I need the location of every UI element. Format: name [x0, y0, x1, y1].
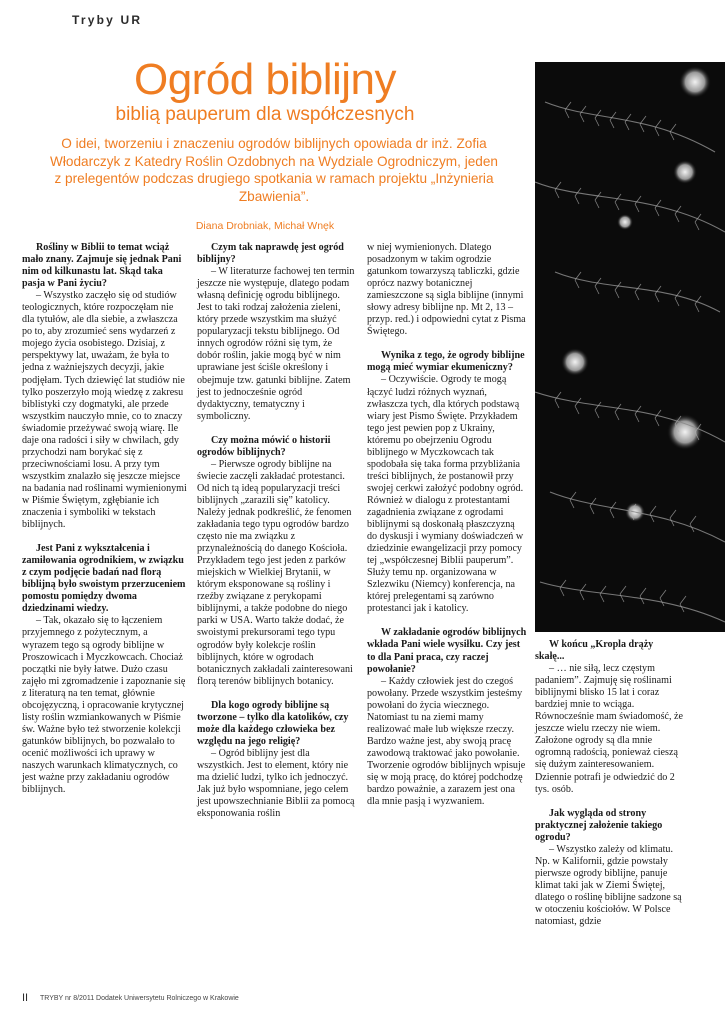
- interview-answer: – Wszystko zaczęło się od studiów teologicznych, które rozpoczęłam nie dla tytułów, ale dla siebie, a zwłaszcza po to, aby zrozumieć sens wydarzeń z mojego życia osobistego. Dzisiaj, z perspektywy lat, uważam, że była to jedna z ważniejszych decyzji, jakie podjęłam. Tych dziewięć lat studiów nie tylko poszerzyło moją wiedzę z zakresu biblistyki czy dogmatyki, ale przede wszystkim nauczyło mnie, co to znaczy świadomie przeżywać swoją wiarę. Ile daje ona radości i siły w chwilach, gdy przychodzi nam borykać się z przeciwnościami losu. A przy tym wszystkim znalazło się jeszcze miejsce na badania nad roślinami wymienionymi w Piśmie Świętym, zgłębianie ich znaczenia i symboliki w tekstach biblijnych.: [22, 290, 187, 531]
- interview-question: Czym tak naprawdę jest ogród biblijny?: [197, 242, 344, 266]
- interview-question: Jest Pani z wykształcenia i zamiłowania ogrodnikiem, w związku z czym podjęcie badań nad florą biblijną było swoistym przerzuceniem pomostu pomiędzy dwoma dziedzinami wiedzy.: [22, 543, 186, 615]
- yew-branches-image: [535, 62, 725, 632]
- interview-answer-continued: w niej wymienionych. Dlatego posadzonym w takim ogrodzie gatunkom towarzyszą tabliczki, gdzie oprócz nazwy botanicznej zamieszczone są sigla biblijne (innymi słowy adresy biblijne np. Mt 2, 13 – przyp. red.) i odpowiedni cytat z Pisma Świętego.: [367, 242, 526, 338]
- article-subtitle: biblią pauperum dla współczesnych: [115, 104, 415, 125]
- interview-question: Dla kogo ogrody biblijne są tworzone – tylko dla katolików, czy może dla każdego człowieka bez względu na jego religię?: [197, 699, 349, 747]
- article-column-3: [367, 242, 527, 808]
- interview-question: Wynika z tego, że ogrody biblijne mogą mieć wymiar ekumeniczny?: [367, 350, 525, 374]
- interview-answer: – Pierwsze ogrody biblijne na świecie zaczęli zakładać protestanci. Od nich tą ideą popularyzacji treści biblijnych „zarazili się” katolicy. Należy jednak podkreślić, że fenomen zakładania tego typu ogrodów bardzo często nie ma związku z przynależnością do danego Kościoła. Przykładem tego jest jeden z parków miejskich w Wielkiej Brytanii, w którym eksponowane są rośliny i rzeźby związane z perykopami biblijnymi, a także podobne do niego parki w USA. Warto także dodać, że swoistymi prekursorami tego typu ogrodów były kolekcje roślin biblijnych, które w ogrodach botanicznych zakładali zainteresowani florą terenów biblijnych botanicy.: [197, 458, 353, 687]
- article-column-2: [197, 242, 357, 820]
- interview-answer: – Wszystko zależy od klimatu. Np. w Kalifornii, gdzie powstały pierwsze ogrody biblijne, panuje klimat taki jak w Ziemi Świętej, dlatego o roślinę biblijne sadzone są w otoczeniu kościołów. W Polsce natomiast, gdzie: [535, 843, 682, 928]
- interview-question: W zakładanie ogrodów biblijnych wkłada Pani wiele wysiłku. Czy jest to dla Pani praca, czy raczej powołanie?: [367, 627, 527, 675]
- article-authors: Diana Drobniak, Michał Wnęk: [195, 220, 335, 232]
- interview-question: Rośliny w Biblii to temat wciąż mało znany. Zajmuje się jednak Pani nim od kilkunastu lat. Skąd taka pasja w Pani życiu?: [22, 242, 182, 290]
- article-column-1: [22, 242, 187, 796]
- interview-question: Jak wygląda od strony praktycznej założenie takiego ogrodu?: [535, 807, 663, 843]
- interview-answer: – W literaturze fachowej ten termin jeszcze nie występuje, dlatego podam własną definicję ogrodu biblijnego. Jest to taki rodzaj założenia zieleni, który przede wszystkim ma służyć popularyzacji tekstu biblijnego. Od innych ogrodów różni się tym, że dobór roślin, jakie mogą być w nim uprawiane jest ściśle określony i obejmuje tzw. gatunki biblijne. Zatem jest to jednocześnie ogród dydaktyczny, tematyczny i symboliczny.: [197, 266, 355, 422]
- yew-branches-photo: [535, 62, 725, 632]
- interview-answer: – … nie siłą, lecz częstym padaniem”. Zajmuję się roślinami biblijnymi blisko 15 lat i coraz bardziej mnie to wciąga. Równocześnie mam świadomość, że jeszcze wielu rzeczy nie wiem. Założone ogrody są dla mnie ogromną radością, ponieważ cieszą się dużym zainteresowaniem. Dziennie potrafi je odwiedzić do 2 tys. osób.: [535, 663, 684, 795]
- article-title: Ogród biblijny: [133, 55, 397, 104]
- interview-answer: – Tak, okazało się to łączeniem przyjemnego z pożytecznym, a wyrazem tego są ogrody biblijne w Proszowicach i Myczkowcach. Chociaż początki nie były łatwe. Dużo czasu zajęło mi zgromadzenie i zapoznanie się z literaturą na ten temat, głównie obcojęzyczną, i opracowanie krytycznej listy roślin wzmiankowanych w Piśmie św. Ważne było też stworzenie kolekcji gatunków biblijnych, bo pozwalało to ocenić możliwości ich uprawy w naszych warunkach klimatycznych, co jest ważne przy zakładaniu ogrodów biblijnych.: [22, 615, 186, 796]
- article-column-4: [535, 639, 685, 928]
- article-lead: O idei, tworzeniu i znaczeniu ogrodów biblijnych opowiada dr inż. Zofia Włodarczyk z Katedry Roślin Ozdobnych na Wydziale Ogrodniczym, jeden z prelegentów podczas drugiego spotkania w ramach projektu „Inżynieria Zbawienia”.: [50, 136, 498, 204]
- publication-footer: TRYBY nr 8/2011 Dodatek Uniwersytetu Rolniczego w Krakowie: [40, 995, 239, 1002]
- interview-question: Czy można mówić o historii ogrodów biblijnych?: [197, 434, 331, 458]
- interview-answer: – Każdy człowiek jest do czegoś powołany. Przede wszystkim jesteśmy powołani do życia wiecznego. Natomiast tu na ziemi mamy realizować małe lub większe rzeczy. Bardzo ważne jest, aby swoją pracę zawodową traktować jako powołanie. Tworzenie ogrodów biblijnych wpisuje się w moją pracę, do której podchodzę bardzo poważnie, a zarazem jest ona dla mnie pasją i wyzwaniem.: [367, 675, 526, 808]
- interview-answer: – Oczywiście. Ogrody te mogą łączyć ludzi różnych wyznań, zwłaszcza tych, dla których podstawą wiary jest Pismo Święte. Przykładem tego jest pewien pop z Ukrainy, któremu po obejrzeniu Ogrodu biblijnego w Myczkowcach tak spodobała się taka forma przybliżania treści biblijnych, że postanowił przy swojej cerkwi założyć podobny ogród. Również w dialogu z protestantami zagadnienia związane z ogrodami biblijnymi są doskonałą płaszczyzną do dyskusji i wymiany doświadczeń w dziedzinie ewangelizacji przy pomocy tej „współczesnej Biblii pauperum”. Służy temu np. organizowana w Szlezwiku (Niemcy) konferencja, na której prelegentami są zarówno protestanci jak i katolicy.: [367, 374, 524, 615]
- section-label: Tryby UR: [72, 13, 143, 27]
- interview-question: W końcu „Kropla drąży skałę...: [535, 639, 654, 663]
- page-number: II: [22, 992, 29, 1004]
- interview-answer: – Ogród biblijny jest dla wszystkich. Jest to element, który nie ma dzielić ludzi, tylko ich jednoczyć. Jak już było wspomniane, jego celem jest upowszechnianie Biblii za pomocą eksponowania roślin: [197, 747, 355, 820]
